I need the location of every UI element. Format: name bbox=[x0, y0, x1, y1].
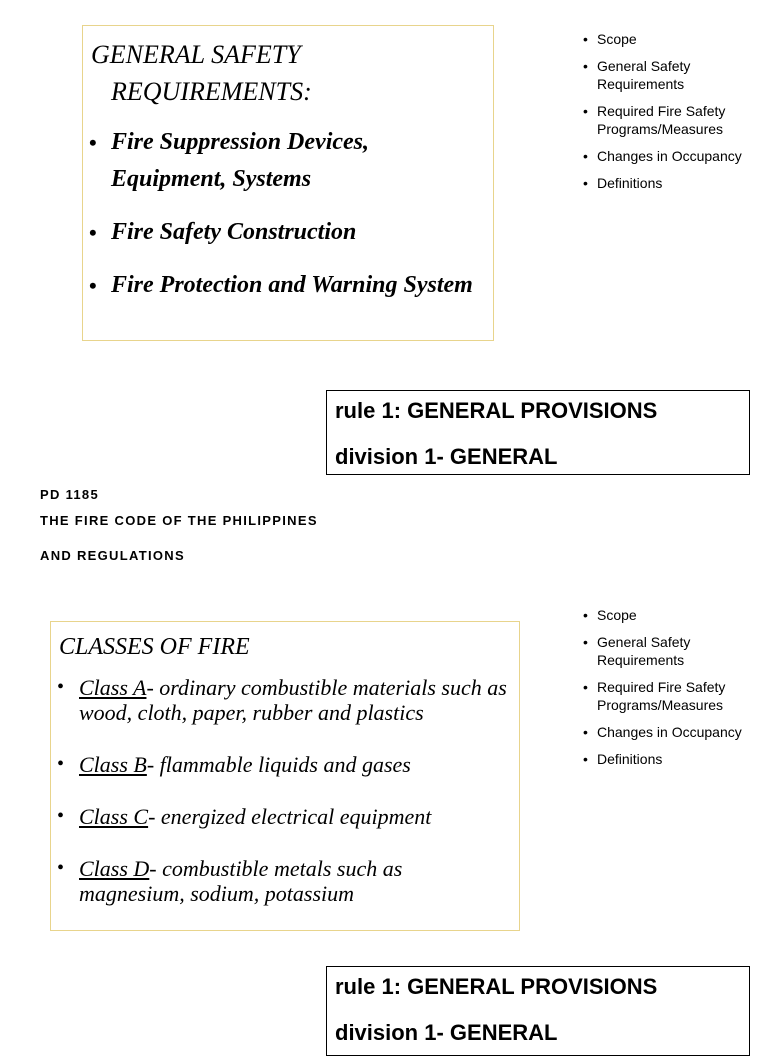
list-item-text: Fire Protection and Warning System bbox=[111, 272, 473, 298]
sidebar-item-label: General Safety Requirements bbox=[597, 58, 691, 92]
bullet-icon: • bbox=[57, 676, 65, 698]
list-item bbox=[57, 752, 509, 777]
class-description: - energized electrical equipment bbox=[148, 804, 432, 829]
sidebar-item-definitions bbox=[583, 174, 763, 192]
class-description: - combustible metals such as magnesium, sodium, potassium bbox=[79, 856, 403, 906]
sidebar-item-changes-occupancy bbox=[583, 147, 763, 165]
sidebar-item-general-safety bbox=[583, 57, 763, 93]
bullet-icon: • bbox=[583, 148, 588, 164]
list-item bbox=[89, 124, 479, 198]
rule-title: rule 1: GENERAL PROVISIONS bbox=[335, 398, 658, 423]
list-item bbox=[57, 804, 509, 829]
list-item bbox=[89, 214, 479, 251]
division-title: division 1- GENERAL bbox=[335, 444, 558, 469]
rule-heading-box bbox=[326, 390, 750, 475]
general-safety-box bbox=[82, 25, 494, 341]
requirements-list bbox=[89, 124, 479, 320]
class-description: - ordinary combustible materials such as wood, cloth, paper, rubber and plastics bbox=[79, 675, 507, 725]
classes-list bbox=[57, 675, 509, 933]
sidebar-item-label: Changes in Occupancy bbox=[597, 148, 742, 164]
bullet-icon: • bbox=[57, 857, 65, 879]
sidebar-item-changes-occupancy bbox=[583, 723, 763, 741]
list-item bbox=[57, 856, 509, 906]
sidebar-item-label: Required Fire Safety Programs/Measures bbox=[597, 679, 726, 713]
classes-of-fire-box bbox=[50, 621, 520, 931]
sidebar-item-label: Scope bbox=[597, 31, 637, 47]
bullet-icon: • bbox=[89, 273, 97, 298]
sidebar-topics-1 bbox=[583, 30, 763, 201]
bullet-icon: • bbox=[89, 220, 97, 245]
list-item bbox=[57, 675, 509, 725]
bullet-icon: • bbox=[583, 31, 588, 47]
bullet-icon: • bbox=[89, 130, 97, 155]
list-item-text: Fire Safety Construction bbox=[111, 219, 357, 245]
bullet-icon: • bbox=[583, 679, 588, 695]
list-item-text: Fire Suppression Devices, Equipment, Systems bbox=[111, 129, 369, 192]
rule-title: rule 1: GENERAL PROVISIONS bbox=[335, 974, 658, 999]
class-description: - flammable liquids and gases bbox=[146, 752, 411, 777]
bullet-icon: • bbox=[57, 753, 65, 775]
sidebar-item-definitions bbox=[583, 750, 763, 768]
bullet-icon: • bbox=[583, 607, 588, 623]
class-label: Class D bbox=[79, 856, 150, 881]
sidebar-item-fire-safety-programs bbox=[583, 102, 763, 138]
sidebar-item-label: Changes in Occupancy bbox=[597, 724, 742, 740]
classes-of-fire-title: CLASSES OF FIRE bbox=[59, 634, 250, 660]
general-safety-title bbox=[91, 36, 471, 110]
class-label: Class A bbox=[79, 675, 147, 700]
bullet-icon: • bbox=[57, 805, 65, 827]
sidebar-item-label: General Safety Requirements bbox=[597, 634, 691, 668]
sidebar-item-general-safety bbox=[583, 633, 763, 669]
sidebar-item-label: Scope bbox=[597, 607, 637, 623]
sidebar-item-fire-safety-programs bbox=[583, 678, 763, 714]
sidebar-item-label: Required Fire Safety Programs/Measures bbox=[597, 103, 726, 137]
bullet-icon: • bbox=[583, 724, 588, 740]
bullet-icon: • bbox=[583, 634, 588, 650]
sidebar-item-label: Definitions bbox=[597, 751, 663, 767]
bullet-icon: • bbox=[583, 58, 588, 74]
pd-subtitle: AND REGULATIONS bbox=[40, 548, 185, 563]
list-item bbox=[89, 267, 479, 304]
class-label: Class B bbox=[79, 752, 147, 777]
bullet-icon: • bbox=[583, 751, 588, 767]
pd-title: THE FIRE CODE OF THE PHILIPPINES bbox=[40, 513, 318, 528]
rule-heading-box bbox=[326, 966, 750, 1056]
class-label: Class C bbox=[79, 804, 149, 829]
bullet-icon: • bbox=[583, 175, 588, 191]
sidebar-item-label: Definitions bbox=[597, 175, 663, 191]
title-line-2: REQUIREMENTS: bbox=[111, 77, 312, 106]
division-title: division 1- GENERAL bbox=[335, 1020, 558, 1045]
title-line-1: GENERAL SAFETY bbox=[91, 40, 301, 69]
sidebar-topics-2 bbox=[583, 606, 763, 777]
pd-number: PD 1185 bbox=[40, 487, 99, 502]
sidebar-item-scope bbox=[583, 30, 763, 48]
bullet-icon: • bbox=[583, 103, 588, 119]
sidebar-item-scope bbox=[583, 606, 763, 624]
